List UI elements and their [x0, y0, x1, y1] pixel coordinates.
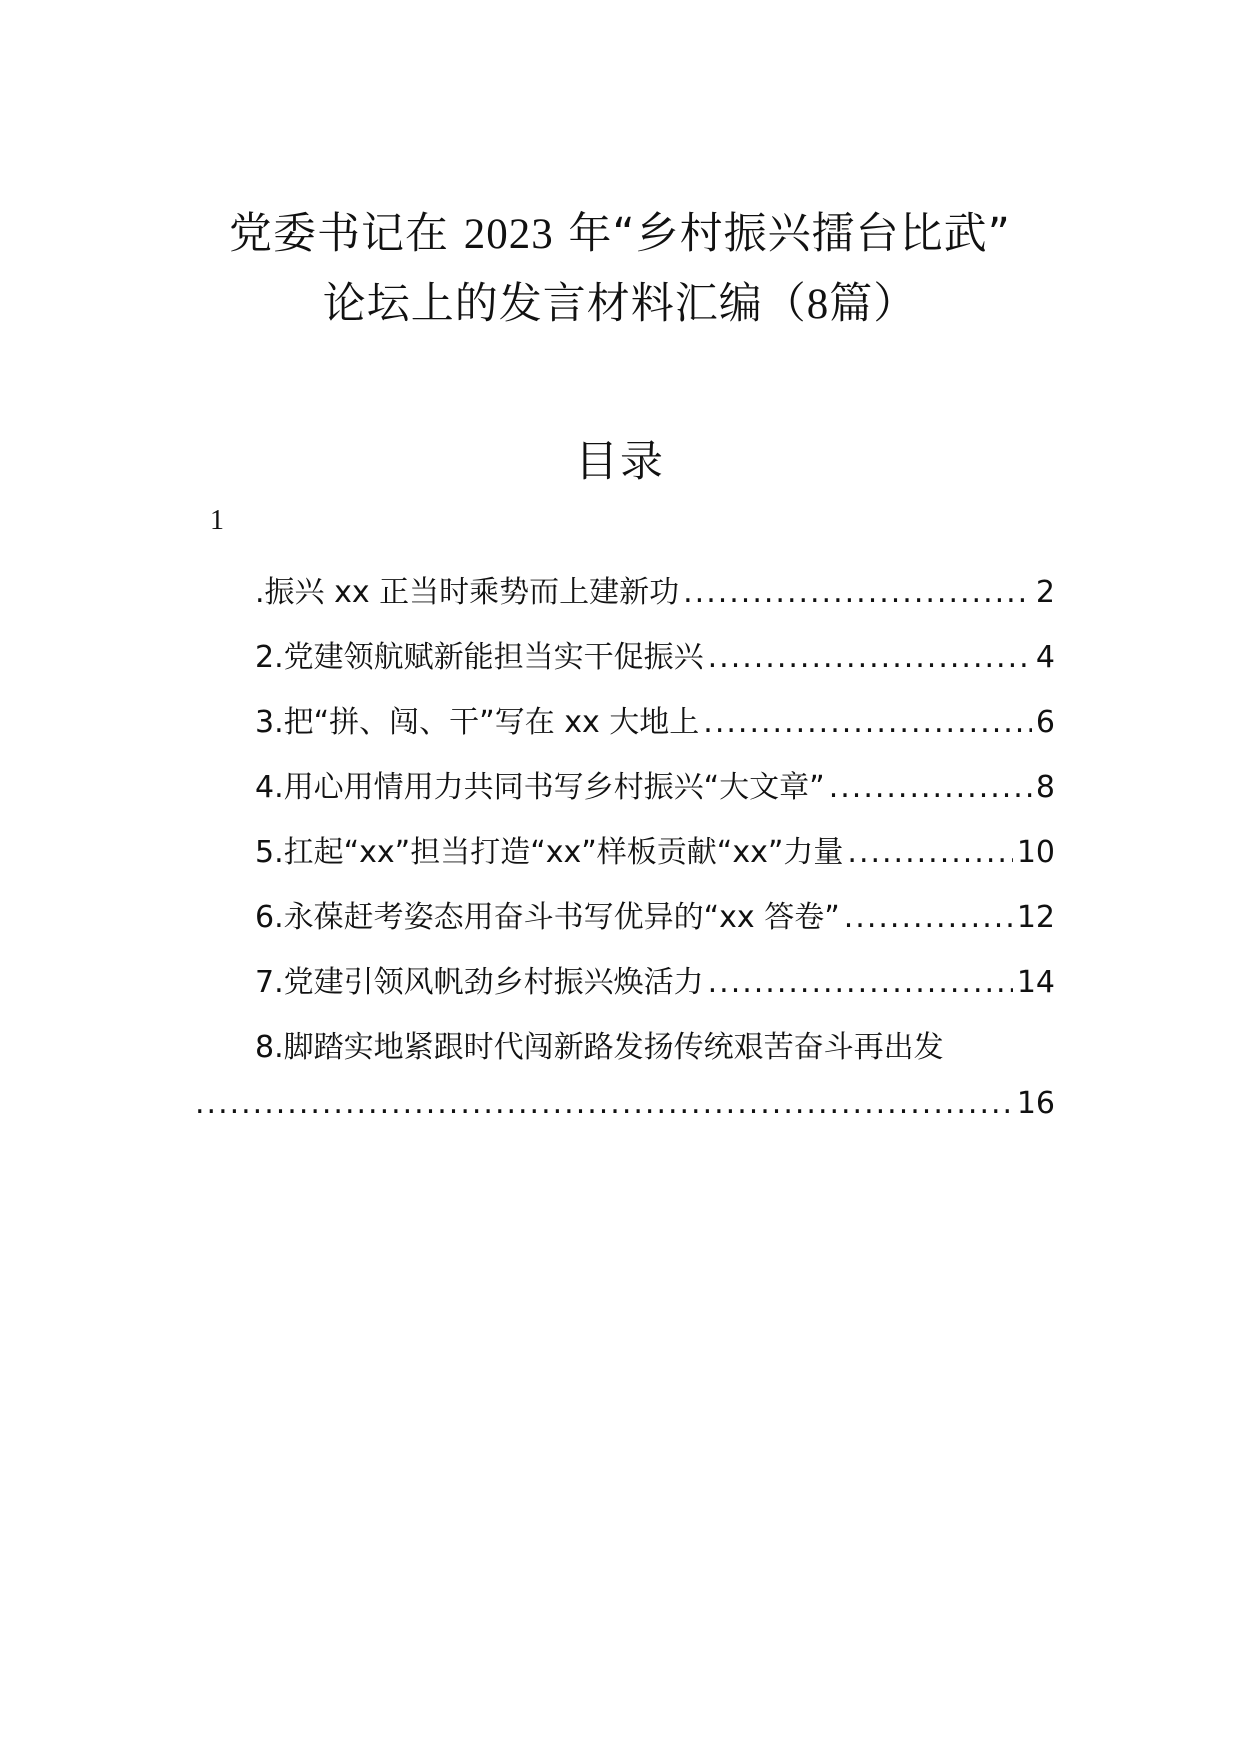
toc-entry-page: 4: [1035, 640, 1055, 675]
dot-leader: [847, 835, 1012, 870]
toc-entry-label: 4.用心用情用力共同书写乡村振兴“大文章”: [255, 770, 825, 805]
toc-entry-leader-line: [195, 1086, 1055, 1126]
toc-entry-page: 12: [1016, 900, 1055, 935]
toc-entry-label: 8.脚踏实地紧跟时代闯新路发扬传统艰苦奋斗再出发: [255, 1030, 944, 1065]
title-text: 年“乡村振兴擂台比武”: [568, 209, 1011, 259]
title-text: 篇）: [829, 279, 918, 329]
toc-entry-label: 3.把“拼、闯、干”写在 xx 大地上: [255, 705, 700, 740]
toc-entry-3[interactable]: [255, 697, 1055, 740]
toc-entry-2[interactable]: [255, 632, 1055, 675]
toc-entry-page: 8: [1035, 770, 1055, 805]
toc-entry-7[interactable]: [255, 957, 1055, 1000]
document-title-line-1: [0, 200, 1240, 261]
toc-entry-1[interactable]: [255, 567, 1055, 610]
dot-leader: [844, 900, 1013, 935]
page-marker: 1: [210, 505, 224, 536]
title-year: 2023: [463, 211, 554, 258]
toc-entry-label: .振兴 xx 正当时乘势而上建新功: [255, 575, 680, 610]
toc-entry-label: 7.党建引领风帆劲乡村振兴焕活力: [255, 965, 704, 1000]
toc-heading: 目录: [575, 437, 665, 487]
toc-entry-6[interactable]: [255, 892, 1055, 935]
title-count: 8: [806, 281, 830, 328]
dot-leader: [708, 965, 1013, 1000]
dot-leader: [703, 705, 1032, 740]
toc-entry-page: 16: [1016, 1086, 1055, 1121]
dot-leader: [829, 770, 1032, 805]
toc-entry-page: 6: [1035, 705, 1055, 740]
toc-entry-label: 6.永葆赶考姿态用奋斗书写优异的“xx 答卷”: [255, 900, 840, 935]
toc-entry-8[interactable]: [195, 1022, 1055, 1126]
toc-entry-5[interactable]: [255, 827, 1055, 870]
toc-entry-page: 14: [1016, 965, 1055, 1000]
dot-leader: [683, 575, 1032, 610]
document-title-line-2: [0, 270, 1240, 331]
toc-entry-label: 5.扛起“xx”担当打造“xx”样板贡献“xx”力量: [255, 835, 844, 870]
title-text: 论坛上的发言材料汇编（: [322, 279, 807, 329]
dot-leader: [195, 1086, 1011, 1121]
toc-entry-page: 2: [1035, 575, 1055, 610]
toc-entry-4[interactable]: [255, 762, 1055, 805]
toc-entry-page: 10: [1016, 835, 1055, 870]
dot-leader: [708, 640, 1032, 675]
toc-entry-label: 2.党建领航赋新能担当实干促振兴: [255, 640, 704, 675]
title-text: 党委书记在: [229, 209, 450, 259]
